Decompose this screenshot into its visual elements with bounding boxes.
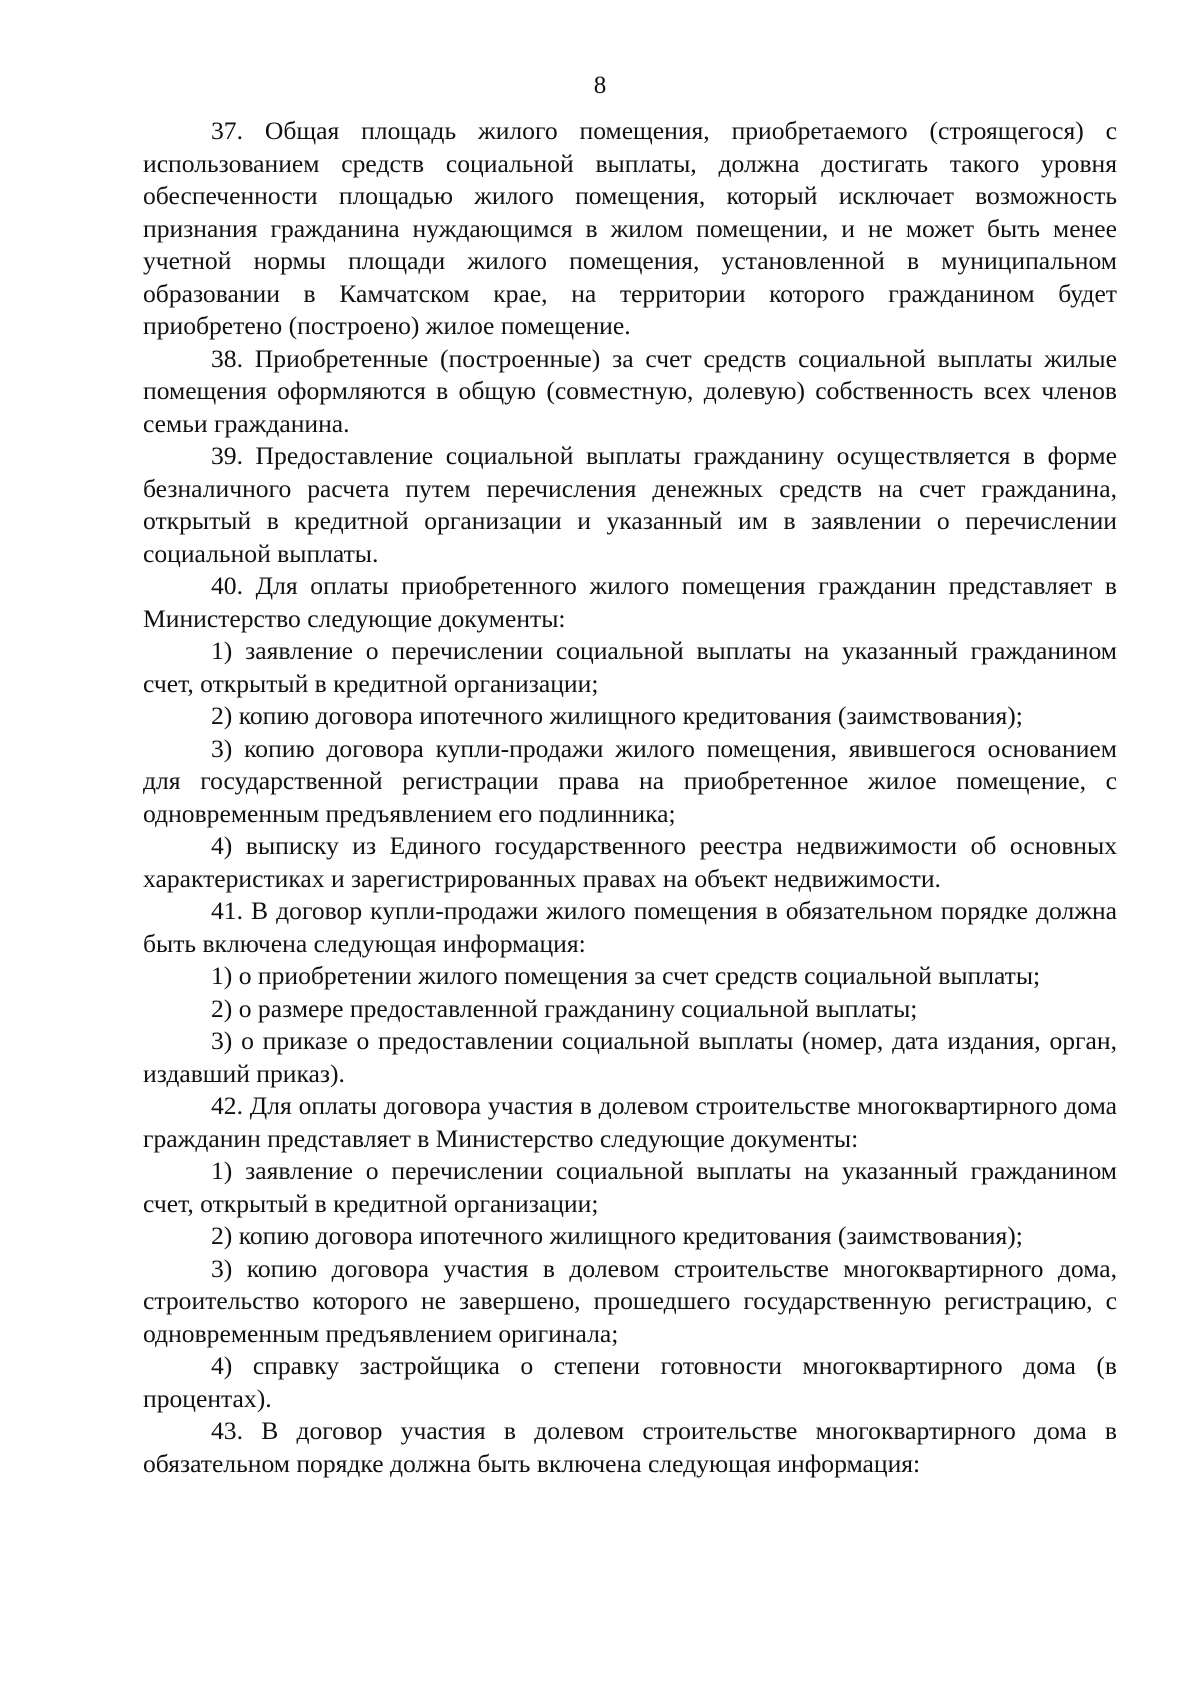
paragraph-41-item-1: 1) о приобретении жилого помещения за счет средств социальной выплаты; <box>211 961 1041 990</box>
paragraph-42-item-3: 3) копию договора участия в долевом строительстве многоквартирного дома, строительство которого не завершено, прошедшего государственную регистрацию, с одновременным предъявлением оригинала; <box>143 1253 1117 1348</box>
document-body <box>143 115 1117 1480</box>
paragraph-42: 42. Для оплаты договора участия в долевом строительстве многоквартирного дома гражданин представляет в Министерство следующие документы: <box>143 1091 1117 1153</box>
page-number: 8 <box>593 72 607 99</box>
paragraph-42-item-2: 2) копию договора ипотечного жилищного кредитования (заимствования); <box>211 1221 1023 1250</box>
paragraph-41: 41. В договор купли-продажи жилого помещения в обязательном порядке должна быть включена следующая информация: <box>143 896 1117 958</box>
paragraph-41-item-3: 3) о приказе о предоставлении социальной выплаты (номер, дата издания, орган, издавший приказ). <box>143 1026 1117 1088</box>
paragraph-39: 39. Предоставление социальной выплаты гражданину осуществляется в форме безналичного расчета путем перечисления денежных средств на счет гражданина, открытый в кредитной организации и указанный им в заявлении о перечислении социальной выплаты. <box>143 441 1117 568</box>
paragraph-40-item-2: 2) копию договора ипотечного жилищного кредитования (заимствования); <box>211 701 1023 730</box>
paragraph-37: 37. Общая площадь жилого помещения, приобретаемого (строящегося) с использованием средств социальной выплаты, должна достигать такого уровня обеспеченности площадью жилого помещения, который исключает возможность признания гражданина нуждающимся в жилом помещении, и не может быть менее учетной нормы площади жилого помещения, установленной в муниципальном образовании в Камчатском крае, на территории которого гражданином будет приобретено (построено) жилое помещение. <box>143 116 1117 340</box>
paragraph-41-item-2: 2) о размере предоставленной гражданину социальной выплаты; <box>211 993 918 1023</box>
paragraph-40-item-3: 3) копию договора купли-продажи жилого помещения, явившегося основанием для государственной регистрации права на приобретенное жилое помещение, с одновременным предъявлением его подлинника; <box>143 733 1117 828</box>
paragraph-40-item-4: 4) выписку из Единого государственного реестра недвижимости об основных характеристиках и зарегистрированных правах на объект недвижимости. <box>143 831 1117 893</box>
paragraph-38: 38. Приобретенные (построенные) за счет средств социальной выплаты жилые помещения оформляются в общую (совместную, долевую) собственность всех членов семьи гражданина. <box>143 343 1117 438</box>
paragraph-43: 43. В договор участия в долевом строительстве многоквартирного дома в обязательном порядке должна быть включена следующая информация: <box>143 1416 1117 1478</box>
paragraph-42-item-4: 4) справку застройщика о степени готовности многоквартирного дома (в процентах). <box>143 1351 1117 1413</box>
paragraph-42-item-1: 1) заявление о перечислении социальной выплаты на указанный гражданином счет, открытый в кредитной организации; <box>143 1156 1117 1218</box>
paragraph-40: 40. Для оплаты приобретенного жилого помещения гражданин представляет в Министерство следующие документы: <box>143 571 1117 633</box>
paragraph-40-item-1: 1) заявление о перечислении социальной выплаты на указанный гражданином счет, открытый в кредитной организации; <box>143 636 1117 698</box>
